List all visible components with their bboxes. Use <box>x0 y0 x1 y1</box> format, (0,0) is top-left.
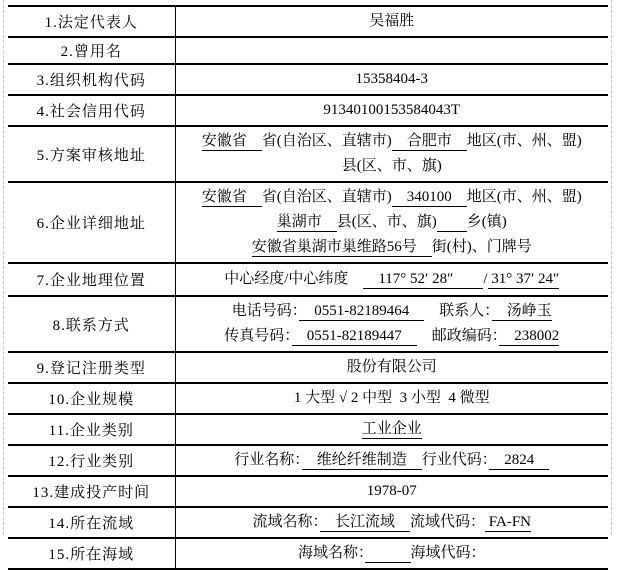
field-value-underlined: 汤峥玉 <box>491 303 552 319</box>
row-label: 10.企业规模 <box>8 383 175 414</box>
field-value-underlined: 巢湖市 <box>276 214 337 230</box>
field-text: 流域代码： <box>410 514 486 530</box>
value-line <box>184 299 601 324</box>
value-line <box>184 541 601 566</box>
table-row-former-name <box>8 37 608 64</box>
table-row-contact-info <box>8 296 608 352</box>
field-text: 股份有限公司 <box>346 359 437 375</box>
field-river-basin[interactable] <box>175 507 608 538</box>
value-line <box>184 510 601 535</box>
row-label: 2.曾用名 <box>8 37 175 64</box>
table-row-geographic-location <box>8 263 608 296</box>
field-organization-code[interactable] <box>175 64 608 95</box>
value-line <box>184 479 601 504</box>
table-row-enterprise-category <box>8 414 608 445</box>
enterprise-info-form-table <box>8 5 608 570</box>
table-row-industry-category <box>8 445 608 476</box>
field-enterprise-scale[interactable] <box>175 383 608 414</box>
value-line <box>184 154 601 179</box>
row-label: 5.方案审核地址 <box>8 126 175 182</box>
row-label: 15.所在海域 <box>8 538 175 569</box>
value-line <box>184 417 601 442</box>
field-text: 邮政编码： <box>416 328 500 344</box>
page-break-guide-right <box>611 0 612 535</box>
value-line <box>184 210 601 235</box>
row-label: 3.组织机构代码 <box>8 64 175 95</box>
field-value-underlined: 长江流域 <box>320 514 411 530</box>
field-value-underlined: 维纶纤维制造 <box>301 452 422 468</box>
field-text: 乡(镇) <box>466 214 507 230</box>
value-line <box>184 98 601 123</box>
table-row-social-credit-code <box>8 95 608 126</box>
row-label: 13.建成投产时间 <box>8 476 175 507</box>
table-row-river-basin <box>8 507 608 538</box>
value-line <box>184 129 601 154</box>
field-text: 省(自治区、直辖市) <box>261 133 392 149</box>
field-text: 91340100153584043T <box>323 102 461 118</box>
field-geographic-location[interactable] <box>175 263 608 296</box>
form-table-body <box>8 6 608 569</box>
field-text: 县(区、市、旗) <box>341 158 442 174</box>
field-registration-type[interactable] <box>175 352 608 383</box>
field-value-underlined: 117° 52′ 28″ <box>363 271 484 287</box>
row-label: 7.企业地理位置 <box>8 263 175 296</box>
value-line <box>184 185 601 210</box>
field-text: 行业名称： <box>234 452 302 468</box>
field-text: 省(自治区、直辖市) <box>261 189 392 205</box>
field-value-underlined: 340100 <box>391 189 467 205</box>
field-text: 流域名称： <box>252 514 320 530</box>
field-value-underlined: 238002 <box>499 328 560 344</box>
field-value-underlined: 工业企业 <box>361 421 422 437</box>
table-row-commissioning-date <box>8 476 608 507</box>
field-text: 海域代码： <box>410 545 486 561</box>
row-label: 4.社会信用代码 <box>8 95 175 126</box>
field-value-underlined: 0551-82189464 <box>299 303 425 319</box>
value-line <box>184 235 601 260</box>
row-label: 6.企业详细地址 <box>8 182 175 263</box>
value-line <box>184 386 601 411</box>
table-row-organization-code <box>8 64 608 95</box>
table-row-enterprise-detail-address <box>8 182 608 263</box>
row-label: 1.法定代表人 <box>8 6 175 37</box>
field-text: 15358404-3 <box>355 71 428 87</box>
field-enterprise-detail-address[interactable] <box>175 182 608 263</box>
field-contact-info[interactable] <box>175 296 608 352</box>
field-value-underlined: 合肥市 <box>391 133 467 149</box>
field-text: 海域名称： <box>297 545 366 561</box>
value-line <box>184 67 601 92</box>
field-value-underlined: 31° 37′ 24″ <box>487 271 560 287</box>
table-row-registration-type <box>8 352 608 383</box>
value-line <box>184 267 601 292</box>
row-label: 14.所在流域 <box>8 507 175 538</box>
field-value-underlined: FA-FN <box>485 514 532 530</box>
field-text: 传真号码： <box>224 328 292 344</box>
row-label: 9.登记注册类型 <box>8 352 175 383</box>
row-label: 8.联系方式 <box>8 296 175 352</box>
table-row-legal-representative <box>8 6 608 37</box>
field-sea-area[interactable] <box>175 538 608 569</box>
field-value-underlined <box>437 214 467 232</box>
field-former-name[interactable] <box>175 37 608 64</box>
field-text: / <box>483 271 488 287</box>
value-line <box>184 9 601 34</box>
page-break-guide-left <box>3 0 4 535</box>
field-value-underlined <box>365 545 410 563</box>
table-row-enterprise-scale <box>8 383 608 414</box>
field-commissioning-date[interactable] <box>175 476 608 507</box>
field-text: 地区(市、州、盟) <box>466 133 582 149</box>
field-text: 电话号码： <box>231 303 300 319</box>
field-text: 1 大型 √ 2 中型 3 小型 4 微型 <box>293 390 490 406</box>
field-text: 行业代码： <box>421 452 490 468</box>
field-value-underlined: 2824 <box>489 452 550 468</box>
field-text: 县(区、市、旗) <box>336 214 437 230</box>
field-enterprise-category[interactable] <box>175 414 608 445</box>
field-text: 联系人： <box>424 303 492 319</box>
row-label: 11.企业类别 <box>8 414 175 445</box>
value-line <box>184 355 601 380</box>
field-value-underlined: 安徽省 <box>201 133 262 149</box>
field-text: 1978-07 <box>366 483 417 499</box>
field-text: 街(村)、门牌号 <box>431 239 532 255</box>
field-value-underlined: 0551-82189447 <box>291 328 417 344</box>
value-line <box>184 324 601 349</box>
field-text: 地区(市、州、盟) <box>466 189 582 205</box>
table-row-sea-area <box>8 538 608 569</box>
field-social-credit-code[interactable] <box>175 95 608 126</box>
field-legal-representative[interactable] <box>175 6 608 37</box>
field-text: 中心经度/中心纬度 <box>224 271 364 287</box>
field-value-underlined: 安徽省巢湖市巢维路56号 <box>251 239 432 255</box>
value-line <box>184 448 601 473</box>
field-industry-category[interactable] <box>175 445 608 476</box>
field-plan-review-address[interactable] <box>175 126 608 182</box>
field-text: 吴福胜 <box>369 13 415 29</box>
field-value-underlined: 安徽省 <box>201 189 262 205</box>
row-label: 12.行业类别 <box>8 445 175 476</box>
table-row-plan-review-address <box>8 126 608 182</box>
